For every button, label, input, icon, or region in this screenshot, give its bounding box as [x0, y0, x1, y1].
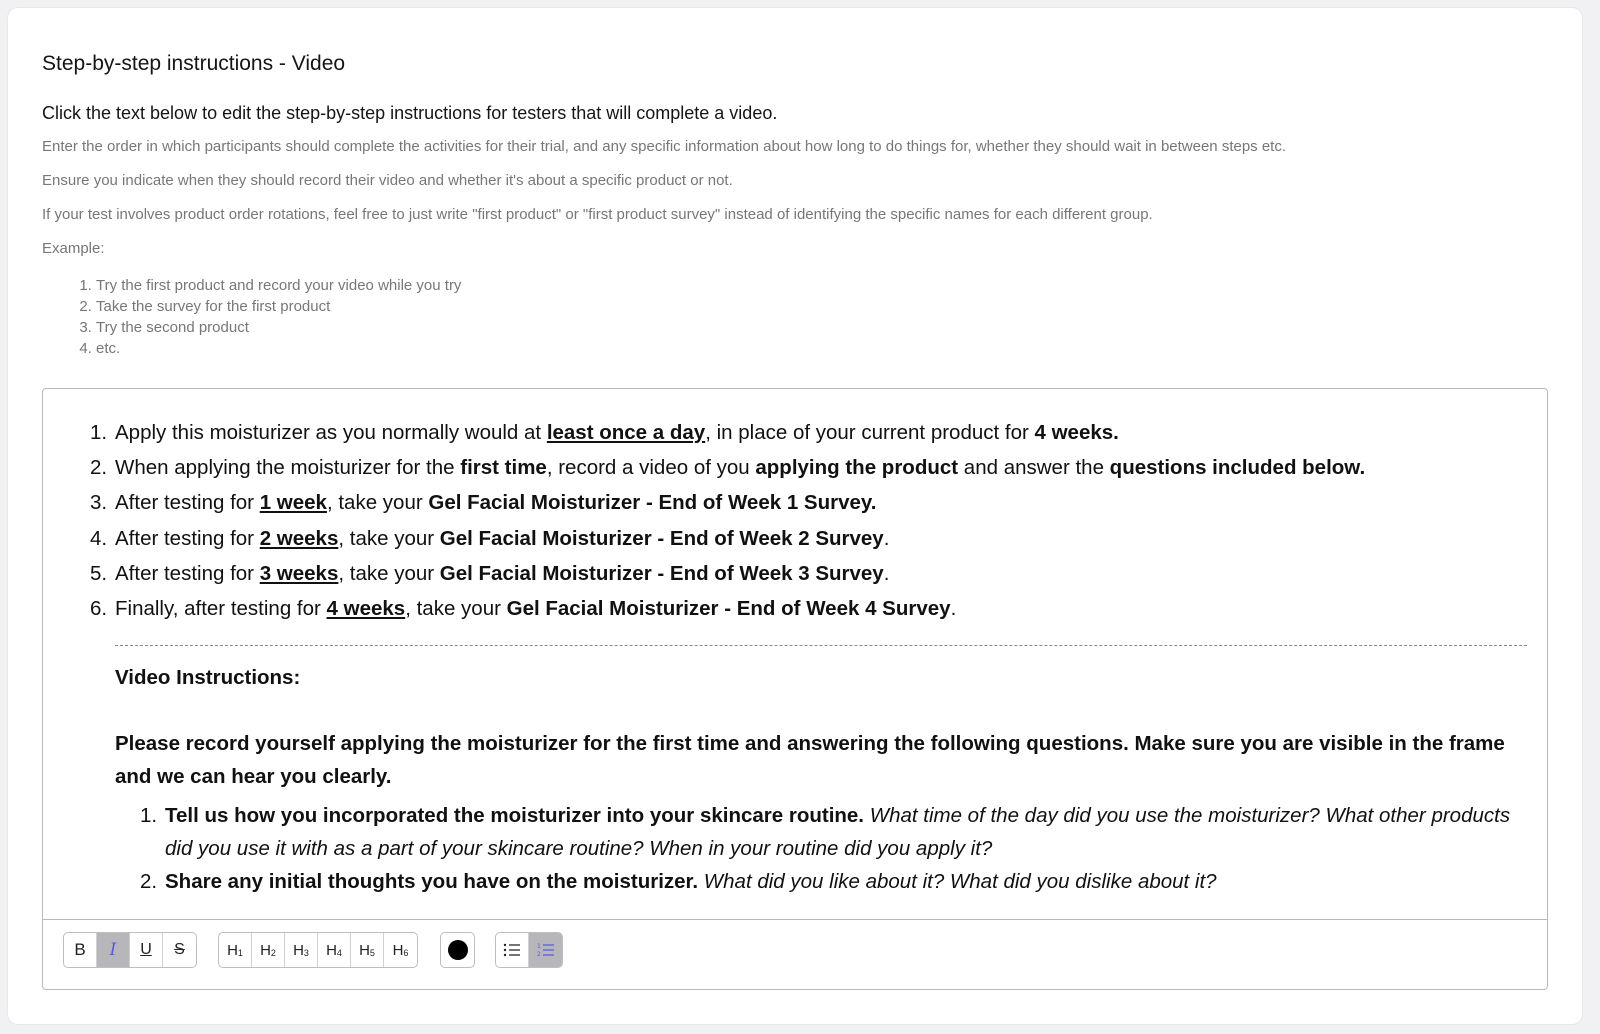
step-underlined: 4 weeks: [326, 597, 406, 621]
hint-text: Ensure you indicate when they should record their video and whether it's about a specific product or not.: [42, 172, 733, 189]
step-bold: Gel Facial Moisturizer - End of Week 4 Survey: [506, 597, 951, 621]
steps-list: [90, 415, 1527, 626]
step-text: , record a video of you: [546, 456, 756, 480]
step-text: .: [883, 561, 890, 585]
heading-icon: H: [359, 941, 370, 959]
step-text: When applying the moisturizer for the: [115, 456, 461, 480]
step-text: After testing for: [115, 491, 260, 515]
step-text: , take your: [338, 526, 440, 550]
step-text: After testing for: [115, 561, 260, 585]
step-text: , in place of your current product for: [705, 421, 1035, 444]
heading-2-button[interactable]: [252, 933, 285, 967]
bold-button[interactable]: [64, 933, 97, 967]
underline-button[interactable]: [130, 933, 163, 967]
question-bold: Tell us how you incorporated the moisturizer into your skincare routine.: [165, 804, 865, 828]
step-underlined: 2 weeks: [259, 526, 339, 550]
question-item: [140, 799, 1527, 865]
heading-icon: H: [326, 941, 337, 959]
step-text: and answer the: [958, 456, 1110, 480]
heading-level: 5: [369, 947, 375, 958]
question-number: 1.: [140, 804, 158, 828]
svg-text:2: 2: [536, 951, 541, 958]
italic-icon: I: [109, 940, 117, 960]
instructions-card: [8, 8, 1582, 1024]
strikethrough-button[interactable]: [163, 933, 196, 967]
heading-icon: H: [260, 941, 271, 959]
step-number: 1.: [90, 421, 108, 444]
step-text: Apply this moisturizer as you normally would at: [115, 421, 547, 444]
video-paragraph: Please record yourself applying the moisturizer for the first time and answering the following questions. Make sure you are visible in the frame and we can hear you clearly.: [115, 732, 1505, 789]
hint-text: Enter the order in which participants should complete the activities for their trial, and any specific information about how long to do things for, whether they should wait in between steps etc.: [42, 138, 1287, 155]
example-item: 1. Try the first product and record your video while you try: [96, 275, 1548, 296]
numbered-list-button[interactable]: [529, 933, 562, 967]
editor-toolbar: [43, 919, 1547, 991]
color-swatch-icon: [448, 940, 468, 960]
step-underlined: least once a day: [546, 421, 706, 444]
step-item: [90, 485, 1527, 520]
step-item: [90, 591, 1527, 626]
video-heading: Video Instructions:: [115, 666, 301, 690]
intro-text: Click the text below to edit the step-by-step instructions for testers that will complete a video.: [42, 103, 778, 123]
step-text: After testing for: [115, 526, 260, 550]
step-bold: Gel Facial Moisturizer - End of Week 1 Survey.: [428, 491, 877, 515]
step-text: , take your: [338, 561, 440, 585]
underline-icon: U: [140, 941, 152, 958]
heading-level: 1: [237, 947, 243, 958]
step-bold: 4 weeks.: [1034, 421, 1119, 444]
example-item: 3. Try the second product: [96, 317, 1548, 338]
step-text: , take your: [326, 491, 429, 515]
heading-icon: H: [392, 941, 404, 959]
rich-text-editor[interactable]: [42, 388, 1548, 990]
step-bold: Gel Facial Moisturizer - End of Week 3 Survey: [439, 561, 884, 585]
question-italic: What did you like about it? What did you dislike about it?: [703, 870, 1217, 894]
questions-list: [115, 799, 1527, 898]
step-number: 6.: [90, 597, 108, 621]
bullet-list-icon: [503, 942, 521, 958]
step-text: .: [950, 597, 957, 621]
heading-icon: H: [227, 941, 238, 959]
text-color-button[interactable]: [441, 933, 474, 967]
step-text: .: [883, 526, 890, 550]
step-text: Finally, after testing for: [115, 597, 327, 621]
heading-level: 6: [403, 947, 409, 958]
question-number: 2.: [140, 870, 158, 894]
step-number: 3.: [90, 491, 108, 515]
step-item: [90, 415, 1527, 450]
step-item: [90, 556, 1527, 591]
heading-6-button[interactable]: [384, 933, 417, 967]
example-item: 4. etc.: [96, 338, 1548, 359]
bullet-list-button[interactable]: [496, 933, 529, 967]
heading-4-button[interactable]: [318, 933, 351, 967]
heading-5-button[interactable]: [351, 933, 384, 967]
heading-level: 4: [336, 947, 342, 958]
heading-3-button[interactable]: [285, 933, 318, 967]
format-group: [63, 932, 197, 968]
step-underlined: 1 week: [259, 491, 327, 515]
step-text: , take your: [405, 597, 507, 621]
heading-level: 2: [270, 947, 276, 958]
example-item: 2. Take the survey for the first product: [96, 296, 1548, 317]
heading-group: [218, 932, 418, 968]
step-number: 4.: [90, 526, 108, 550]
strikethrough-icon: S: [174, 941, 185, 958]
horizontal-rule: [115, 645, 1527, 646]
heading-1-button[interactable]: [219, 933, 252, 967]
italic-button[interactable]: [97, 933, 130, 967]
heading-level: 3: [303, 947, 309, 958]
question-bold: Share any initial thoughts you have on the moisturizer.: [165, 870, 699, 894]
step-number: 2.: [90, 456, 108, 480]
example-list: [42, 275, 1548, 359]
list-group: [495, 932, 563, 968]
color-group: [440, 932, 475, 968]
question-item: [140, 865, 1527, 898]
step-item: [90, 521, 1527, 556]
step-bold: applying the product: [755, 456, 959, 480]
question-italic: What time of the day did you use the moisturizer? What other products did you use it with as a part of your skincare routine? When in your routine did you apply it?: [165, 804, 1511, 861]
step-bold: questions included below.: [1109, 456, 1366, 480]
bold-icon: B: [74, 940, 86, 959]
step-bold: Gel Facial Moisturizer - End of Week 2 Survey: [439, 526, 884, 550]
step-number: 5.: [90, 561, 108, 585]
step-underlined: 3 weeks: [259, 561, 339, 585]
step-bold: first time: [460, 456, 547, 480]
page-title: Step-by-step instructions - Video: [42, 52, 346, 75]
editor-content[interactable]: [43, 389, 1547, 898]
numbered-list-icon: [537, 942, 555, 958]
hint-text: If your test involves product order rotations, feel free to just write "first product" or "first product survey" instead of identifying the specific names for each different group.: [42, 206, 1153, 223]
heading-icon: H: [293, 941, 304, 959]
step-item: [90, 450, 1527, 485]
example-label: Example:: [42, 240, 105, 257]
svg-text:1: 1: [536, 943, 541, 950]
